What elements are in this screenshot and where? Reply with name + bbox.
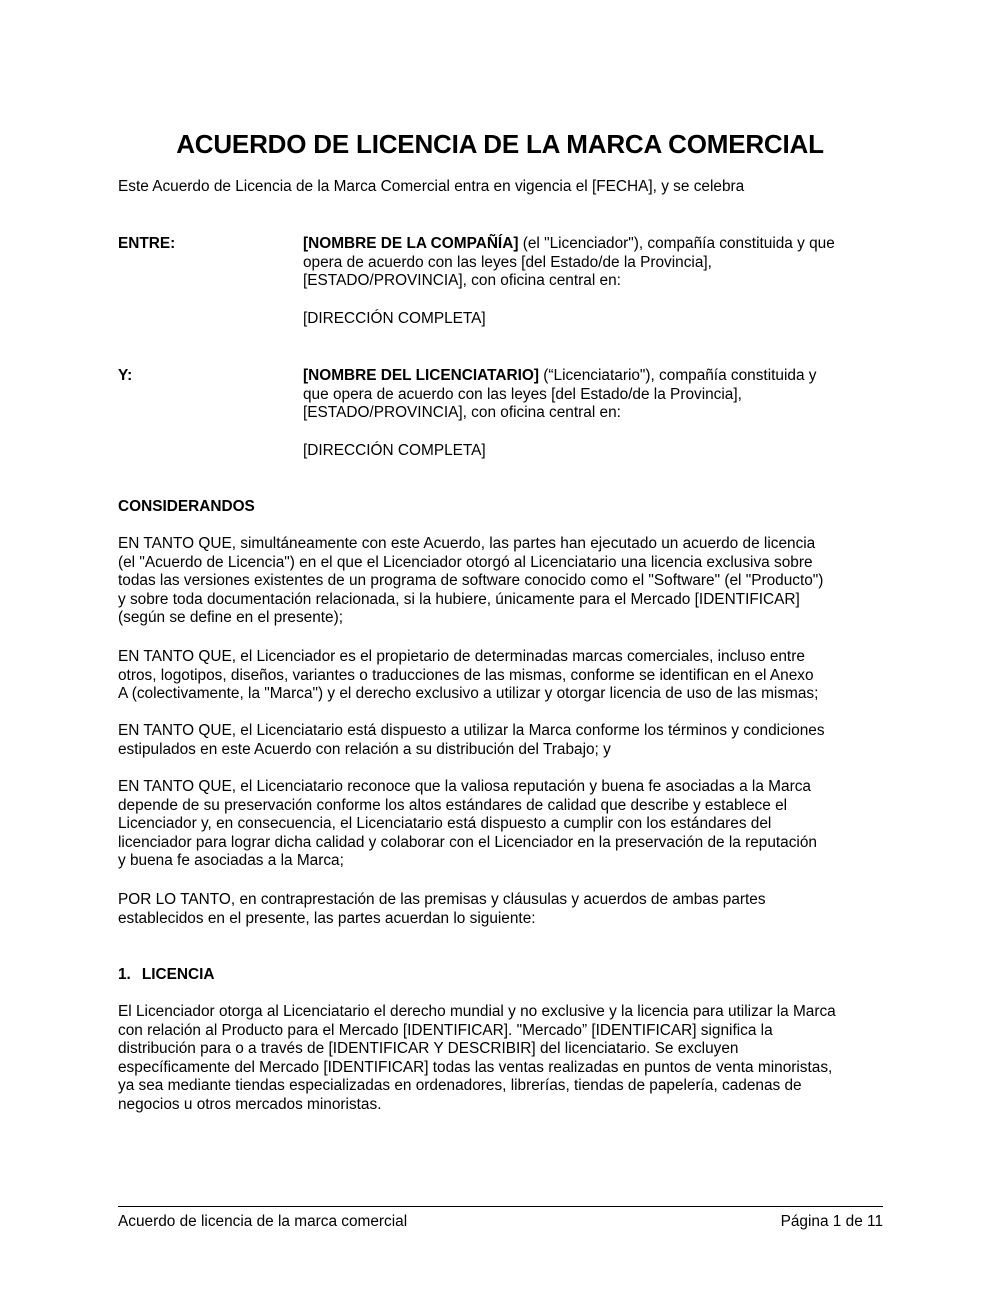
section-number: 1. bbox=[118, 966, 131, 983]
section-heading-licencia bbox=[118, 966, 215, 985]
party-line: opera de acuerdo con las leyes [del Estado/de la Provincia], bbox=[303, 253, 712, 271]
party-label-y: Y: bbox=[118, 367, 133, 384]
section-title: LICENCIA bbox=[141, 966, 215, 983]
party-line: [ESTADO/PROVINCIA], con oficina central en: bbox=[303, 272, 621, 290]
recital-paragraph: EN TANTO QUE, el Licenciatario está dispuesto a utilizar la Marca conforme los términos y condiciones estipulados en este Acuerdo con relación a su distribución del Trabajo; y bbox=[118, 722, 825, 758]
footer-page-number: Página 1 de 11 bbox=[780, 1213, 883, 1230]
therefore-paragraph: POR LO TANTO, en contraprestación de las premisas y cláusulas y acuerdos de ambas partes establecidos en el presente, las partes acuerdan lo siguiente: bbox=[118, 891, 766, 927]
section-paragraph: El Licenciador otorga al Licenciatario el derecho mundial y no exclusive y la licencia para utilizar la Marca con relación al Producto para el Mercado [IDENTIFICAR]. "Mercado” [IDENTIFICAR] significa la distribución para o a través de [IDENTIFICAR Y DESCRIBIR] del licenciatario. Se excluyen específicamente del Mercado [IDENTIFICAR] todas las ventas realizadas en puntos de venta minoristas, ya sea mediante tiendas especializadas en ordenadores, librerías, tiendas de papelería, cadenas de negocios u otros mercados minoristas. bbox=[118, 1003, 836, 1113]
licensee-address: [DIRECCIÓN COMPLETA] bbox=[303, 442, 486, 459]
party-label-entre: ENTRE: bbox=[118, 235, 176, 252]
party-block-licensee bbox=[303, 367, 883, 423]
party-line: que opera de acuerdo con las leyes [del Estado/de la Provincia], bbox=[303, 385, 742, 403]
party-line: [ESTADO/PROVINCIA], con oficina central en: bbox=[303, 404, 621, 422]
recital-paragraph: EN TANTO QUE, el Licenciatario reconoce que la valiosa reputación y buena fe asociadas a la Marca depende de su preservación conforme los altos estándares de calidad que describe y establece el Licenciador y, en consecuencia, el Licenciatario está dispuesto a cumplir con los estándares del licenciador para lograr dicha calidad y colaborar con el Licenciador en la preservación de la reputación y buena fe asociadas a la Marca; bbox=[118, 778, 817, 870]
licensor-address: [DIRECCIÓN COMPLETA] bbox=[303, 310, 486, 327]
recital-paragraph: EN TANTO QUE, simultáneamente con este Acuerdo, las partes han ejecutado un acuerdo de licencia (el "Acuerdo de Licencia") en el que el Licenciador otorgó al Licenciatario una licencia exclusiva sobre todas las versiones existentes de un programa de software conocido como el "Software" (el "Producto") y sobre toda documentación relacionada, si la hubiere, únicamente para el Mercado [IDENTIFICAR] (según se define en el presente); bbox=[118, 535, 824, 627]
footer-divider bbox=[118, 1206, 883, 1207]
recital-paragraph: EN TANTO QUE, el Licenciador es el propietario de determinadas marcas comerciales, incluso entre otros, logotipos, diseños, variantes o traducciones de las mismas, conforme se identifican en el Anexo A (colectivamente, la "Marca") y el derecho exclusivo a utilizar y otorgar licencia de uso de las mismas; bbox=[118, 648, 819, 703]
licensee-name: [NOMBRE DEL LICENCIATARIO] bbox=[303, 367, 539, 384]
intro-paragraph: Este Acuerdo de Licencia de la Marca Comercial entra en vigencia el [FECHA], y se celebra bbox=[118, 178, 745, 195]
party-line: [NOMBRE DEL LICENCIATARIO] (“Licenciatario"), compañía constituida y bbox=[303, 367, 817, 384]
party-block-licensor bbox=[303, 235, 883, 291]
document-title: ACUERDO DE LICENCIA DE LA MARCA COMERCIAL bbox=[176, 129, 824, 159]
party-line: [NOMBRE DE LA COMPAÑÍA] (el "Licenciador"), compañía constituida y que bbox=[303, 235, 835, 252]
footer-document-name: Acuerdo de licencia de la marca comercial bbox=[118, 1213, 408, 1230]
recitals-heading: CONSIDERANDOS bbox=[118, 498, 255, 515]
licensor-name: [NOMBRE DE LA COMPAÑÍA] bbox=[303, 235, 519, 252]
